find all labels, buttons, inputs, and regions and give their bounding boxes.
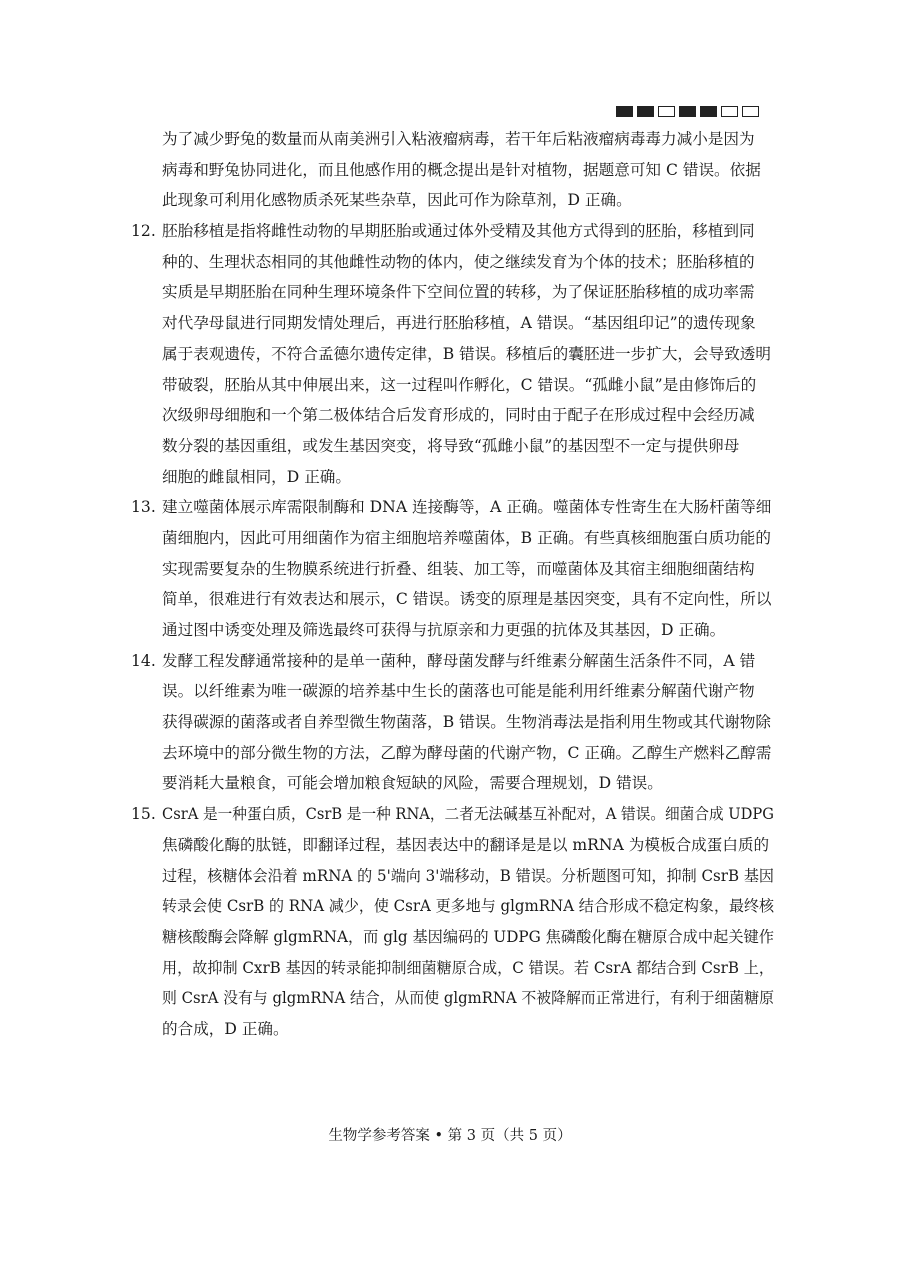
text-line: 实现需要复杂的生物膜系统进行折叠、组装、加工等，而噬菌体及其宿主细胞细菌结构 <box>162 559 755 578</box>
text-line: 实质是早期胚胎在同种生理环境条件下空间位置的转移，为了保证胚胎移植的成功率需 <box>162 283 755 302</box>
answer-item <box>0 492 900 645</box>
continuation-paragraph <box>0 124 900 216</box>
text-line: 为了减少野兔的数量而从南美洲引入粘液瘤病毒，若干年后粘液瘤病毒毒力减小是因为 <box>162 130 755 148</box>
text-line: 此现象可利用化感物质杀死某些杂草，因此可作为除草剂，D 正确。 <box>162 191 632 210</box>
text-line: CsrA 是一种蛋白质，CsrB 是一种 RNA，二者无法碱基互补配对，A 错误。细菌合成 UDPG <box>162 805 774 824</box>
text-line: 过程，核糖体会沿着 mRNA 的 5'端向 3'端移动，B 错误。分析题图可知，抑制 CsrB 基因 <box>162 866 774 885</box>
text-line: 误。以纤维素为唯一碳源的培养基中生长的菌落也可能是能利用纤维素分解菌代谢产物 <box>162 682 755 701</box>
header-mark <box>700 106 717 117</box>
text-line: 简单，很难进行有效表达和展示，C 错误。诱变的原理是基因突变，具有不定向性，所以 <box>162 590 772 609</box>
header-mark <box>721 106 738 117</box>
text-line: 属于表观遗传，不符合孟德尔遗传定律，B 错误。移植后的囊胚进一步扩大，会导致透明 <box>162 344 771 363</box>
item-number: 12. <box>131 222 156 241</box>
header-marks <box>616 106 759 118</box>
text-line: 种的、生理状态相同的其他雌性动物的体内，使之继续发育为个体的技术；胚胎移植的 <box>162 252 755 271</box>
answer-item <box>0 216 900 492</box>
text-line: 则 CsrA 没有与 glgmRNA 结合，从而使 glgmRNA 不被降解而正常进行，有利于细菌糖原 <box>162 989 774 1008</box>
text-line: 获得碳源的菌落或者自养型微生物菌落，B 错误。生物消毒法是指利用生物或其代谢物除 <box>162 713 771 732</box>
text-line: 去环境中的部分微生物的方法，乙醇为酵母菌的代谢产物，C 正确。乙醇生产燃料乙醇需 <box>162 743 772 762</box>
text-line: 通过图中诱变处理及筛选最终可获得与抗原亲和力更强的抗体及其基因，D 正确。 <box>162 621 726 639</box>
page-footer: 生物学参考答案 • 第 3 页（共 5 页） <box>328 1128 572 1144</box>
text-line: 焦磷酸化酶的肽链，即翻译过程，基因表达中的翻译是是以 mRNA 为模板合成蛋白质的 <box>162 835 770 854</box>
text-line: 糖核酸酶会降解 glgmRNA，而 glg 基因编码的 UDPG 焦磷酸化酶在糖原合成中起关键作 <box>162 927 774 946</box>
text-line: 细胞的雌鼠相同，D 正确。 <box>162 467 351 486</box>
text-line: 胚胎移植是指将雌性动物的早期胚胎或通过体外受精及其他方式得到的胚胎，移植到同 <box>162 222 755 241</box>
header-mark <box>637 106 654 117</box>
text-line: 的合成，D 正确。 <box>162 1019 289 1038</box>
text-line: 要消耗大量粮食，可能会增加粮食短缺的风险，需要合理规划，D 错误。 <box>162 774 663 793</box>
header-mark <box>679 106 696 117</box>
header-mark <box>616 106 633 117</box>
text-line: 建立噬菌体展示库需限制酶和 DNA 连接酶等，A 正确。噬菌体专性寄生在大肠杆菌等细 <box>162 498 772 517</box>
answer-item <box>0 646 900 799</box>
item-number: 14. <box>131 651 156 670</box>
text-line: 病毒和野兔协同进化，而且他感作用的概念提出是针对植物，据题意可知 C 错误。依据 <box>162 160 761 179</box>
text-line: 数分裂的基因重组，或发生基因突变，将导致“孤雌小鼠”的基因型不一定与提供卵母 <box>162 436 740 455</box>
header-mark <box>658 106 675 117</box>
text-line: 对代孕母鼠进行同期发情处理后，再进行胚胎移植，A 错误。“基因组印记”的遗传现象 <box>162 314 756 333</box>
text-line: 用，故抑制 CxrB 基因的转录能抑制细菌糖原合成，C 错误。若 CsrA 都结合到 CsrB 上， <box>162 958 774 977</box>
item-number: 13. <box>131 498 156 517</box>
text-line: 转录会使 CsrB 的 RNA 减少，使 CsrA 更多地与 glgmRNA 结合形成不稳定构象，最终核 <box>162 897 774 916</box>
header-mark <box>742 106 759 117</box>
item-number: 15. <box>131 805 156 824</box>
text-line: 次级卵母细胞和一个第二极体结合后发育形成的，同时由于配子在形成过程中会经历减 <box>162 406 755 425</box>
text-line: 菌细胞内，因此可用细菌作为宿主细胞培养噬菌体，B 正确。有些真核细胞蛋白质功能的 <box>162 528 771 547</box>
answer-item <box>0 799 900 1045</box>
answer-content <box>0 124 900 1045</box>
text-line: 带破裂，胚胎从其中伸展出来，这一过程叫作孵化，C 错误。“孤雌小鼠”是由修饰后的 <box>162 375 757 394</box>
text-line: 发酵工程发酵通常接种的是单一菌种，酵母菌发酵与纤维素分解菌生活条件不同，A 错 <box>162 651 756 670</box>
answer-items <box>0 216 900 1045</box>
